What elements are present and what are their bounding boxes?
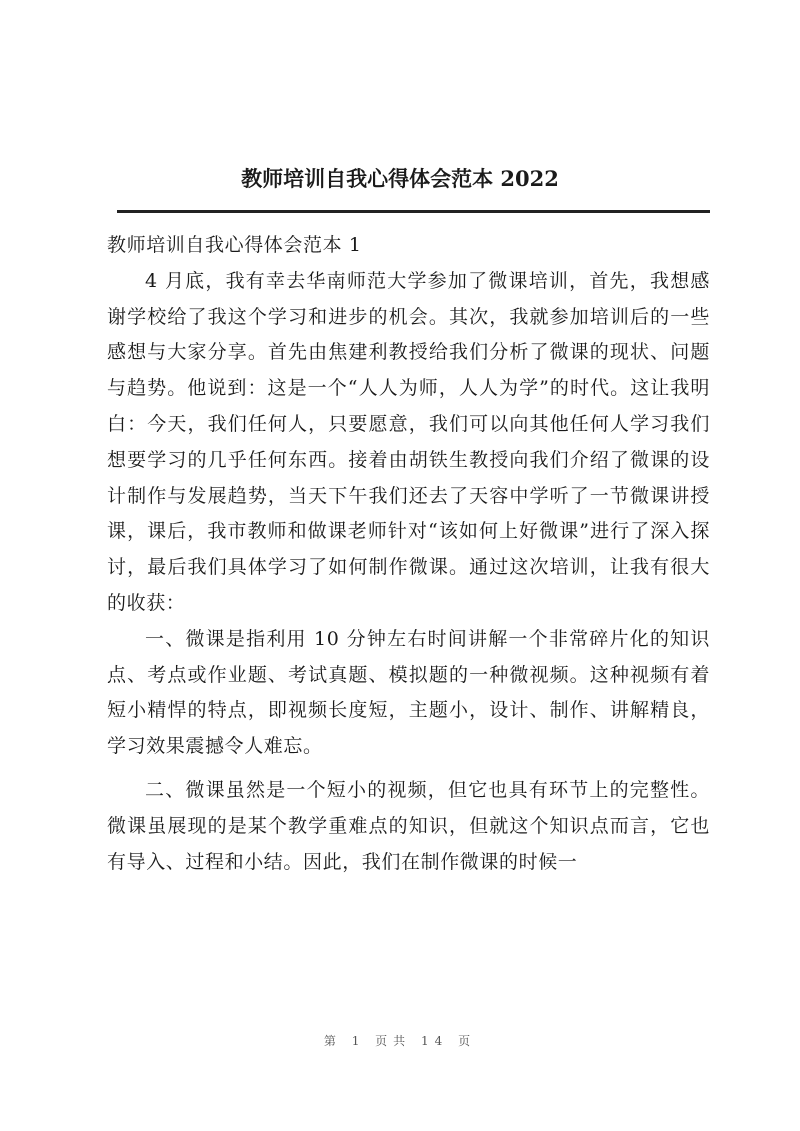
paragraph-1: 4 月底，我有幸去华南师范大学参加了微课培训，首先，我想感谢学校给了我这个学习和进步的机会。其次，我就参加培训后的一些感想与大家分享。首先由焦建利教授给我们分析了微课的现状、问题与趋势。他说到：这是一个“人人为师，人人为学”的时代。这让我明白：今天，我们任何人，只要愿意，我们可以向其他任何人学习我们想要学习的几乎任何东西。接着由胡铁生教授向我们介绍了微课的设计制作与发展趋势，当天下午我们还去了天容中学听了一节微课讲授课，课后，我市教师和做课老师针对“该如何上好微课”进行了深入探讨，最后我们具体学习了如何制作微课。通过这次培训，让我有很大的收获： [107, 269, 710, 614]
document-body [107, 228, 710, 880]
title-divider [117, 210, 710, 213]
section-heading: 教师培训自我心得体会范本 1 [107, 234, 362, 256]
paragraph-2: 一、微课是指利用 10 分钟左右时间讲解一个非常碎片化的知识点、考点或作业题、考试真题、模拟题的一种微视频。这种视频有着短小精悍的特点，即视频长度短，主题小，设计、制作、讲解精良，学习效果震撼令人难忘。 [107, 627, 710, 758]
paragraph-3: 二、微课虽然是一个短小的视频，但它也具有环节上的完整性。微课虽展现的是某个教学重难点的知识，但就这个知识点而言，它也有导入、过程和小结。因此，我们在制作微课的时候一 [107, 778, 710, 873]
page-number-footer: 第 1 页共 14 页 [323, 1034, 477, 1048]
page-title: 教师培训自我心得体会范本 2022 [241, 166, 559, 191]
